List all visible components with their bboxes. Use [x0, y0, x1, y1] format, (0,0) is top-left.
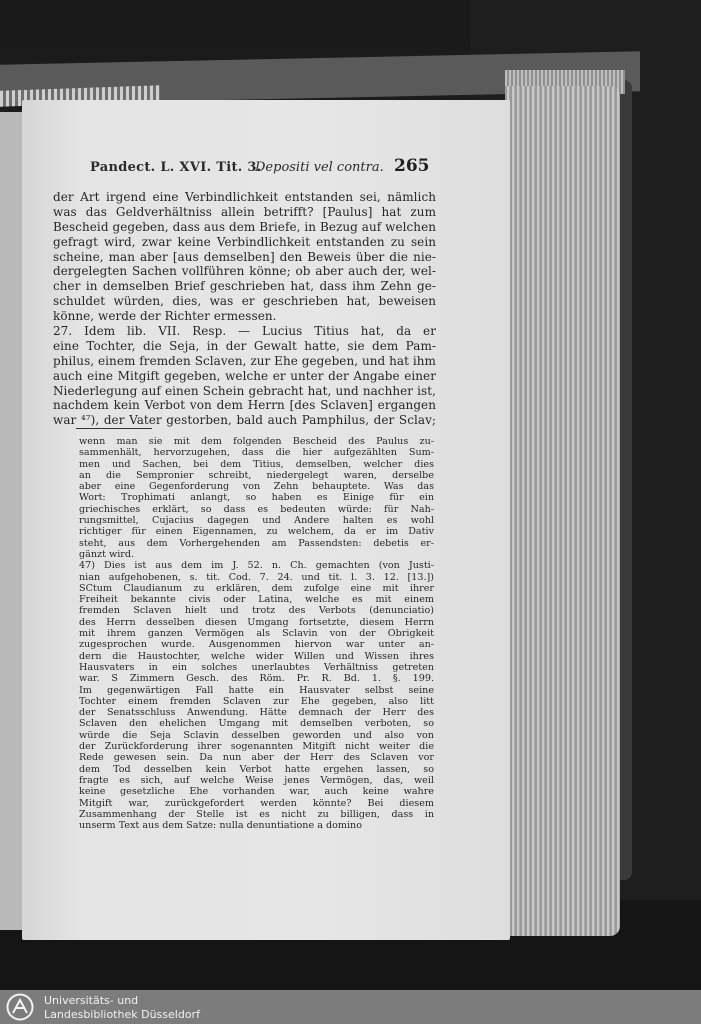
footnote-line: der Zurückforderung ihrer sogenannten Mitgift nicht weiter die — [79, 741, 434, 753]
footnote-line: Tochter einem fremden Sclaven zur Ehe gegeben, also litt — [79, 695, 434, 707]
footnote-line: der Senatsschluss Anwendung. Hätte demnach der Herr des — [79, 707, 434, 719]
library-footer-bar — [0, 990, 701, 1024]
footnote-line: des Herrn desselben diesen Umgang fortsetzte, diesem Herrn — [79, 616, 434, 628]
page-stack-edge — [505, 86, 620, 936]
footnote-line: Mitgift war, zurückgefordert werden könnte? Bei diesem — [79, 797, 434, 809]
footnote-line: Freiheit bekannte civis oder Latina, welche es mit einem — [79, 594, 434, 606]
text-line: eine Tochter, die Seja, in der Gewalt hatte, sie dem Pam- — [53, 338, 436, 353]
footnote-rule — [76, 428, 152, 429]
footnote-line: Hausvaters in ein solches unerlaubtes Verhältniss getreten — [79, 661, 434, 673]
footnote-line: men und Sachen, bei dem Titius, demselben, welcher dies — [79, 458, 434, 470]
text-line: Bescheid gegeben, dass aus dem Briefe, in Bezug auf welchen — [53, 219, 436, 234]
text-line: auch eine Mitgift gegeben, welche er unter der Angabe einer — [53, 368, 436, 383]
header-book-reference: Pandect. L. XVI. Tit. 3. — [90, 160, 262, 175]
footnote-line: sammenhält, hervorzugehen, dass die hier aufgezählten Sum- — [79, 447, 434, 459]
footnote-line: Sclaven den ehelichen Umgang mit demselben verboten, so — [79, 718, 434, 730]
text-line: Niederlegung auf einen Schein gebracht hat, und nachher ist, — [53, 383, 436, 398]
page-number: 265 — [394, 156, 430, 176]
running-header — [90, 160, 430, 178]
ulb-logo-icon — [6, 993, 34, 1021]
footnote-line: dern die Haustochter, welche wider Willen und Wissen ihres — [79, 650, 434, 662]
footnote-line: zugesprochen wurde. Ausgenommen hiervon war unter an- — [79, 639, 434, 651]
footnote-line: rungsmittel, Cujacius dagegen und Andere halten es wohl — [79, 515, 434, 527]
library-name-line2: Landesbibliothek Düsseldorf — [44, 1008, 200, 1021]
text-line: was das Geldverhältniss allein betrifft? [Paulus] hat zum — [53, 204, 436, 219]
text-line: scheine, man aber [aus demselben] den Beweis über die nie- — [53, 249, 436, 264]
footnote-line: richtiger für einen Eigennamen, zu welchem, da er im Dativ — [79, 526, 434, 538]
header-title: Depositi vel contra. — [255, 160, 384, 175]
footnote-line: fragte es sich, auf welche Weise jenes Vermögen, das, weil — [79, 774, 434, 786]
footnote-line: wenn man sie mit dem folgenden Bescheid des Paulus zu- — [79, 436, 434, 447]
footnote-line: dem Tod desselben kein Verbot hatte ergehen lassen, so — [79, 763, 434, 775]
footnote-line: SCtum Claudianum zu erklären, dem zufolge eine mit ihrer — [79, 582, 434, 594]
footnote-line: aber eine Gegenforderung von Zehn behauptete. Was das — [79, 481, 434, 493]
footnote-line: würde die Seja Sclavin desselben geworden und also von — [79, 729, 434, 741]
library-name-line1: Universitäts- und — [44, 994, 139, 1007]
footnote-line: Im gegenwärtigen Fall hatte ein Hausvater selbst seine — [79, 684, 434, 696]
footnote-line: mit ihrem ganzen Vermögen als Sclavin von der Obrigkeit — [79, 628, 434, 640]
footnote-line: fremden Sclaven hielt und trotz des Verbots (denunciatio) — [79, 605, 434, 617]
footnote-line: nian aufgehobenen, s. tit. Cod. 7. 24. und tit. l. 3. 12. [13.]) — [79, 571, 434, 583]
text-line: der Art irgend eine Verbindlichkeit entstanden sei, nämlich — [53, 190, 436, 204]
footnotes — [79, 436, 434, 831]
footnote-line: Rede gewesen sein. Da nun aber der Herr des Sclaven vor — [79, 752, 434, 764]
footnote-line: keine gesetzliche Ehe vorhanden war, auch keine wahre — [79, 786, 434, 798]
footnote-line: gänzt wird. — [79, 548, 135, 560]
footnote-line: steht, aus dem Vorhergehenden am Passendsten: debetis er- — [79, 537, 434, 549]
text-line: gefragt wird, zwar keine Verbindlichkeit entstanden zu sein — [53, 234, 436, 249]
footnote-line: unserm Text aus dem Satze: nulla denuntiatione a domino — [79, 820, 363, 832]
footnote-line: 47) Dies ist aus dem im J. 52. n. Ch. gemachten (von Justi- — [79, 560, 434, 572]
text-line: nachdem kein Verbot von dem Herrn [des Sclaven] ergangen — [53, 398, 436, 413]
text-line: könne, werde der Richter ermessen. — [53, 309, 277, 324]
text-line: philus, einem fremden Sclaven, zur Ehe gegeben, und hat ihm — [53, 353, 436, 368]
text-line: war ⁴⁷), der Vater gestorben, bald auch Pamphilus, der Sclav; — [53, 413, 436, 428]
text-line: schuldet würden, dies, was er geschrieben hat, beweisen — [53, 294, 436, 309]
footnote-line: Zusammenhang der Stelle ist es nicht zu billigen, dass in — [79, 808, 434, 820]
text-line: cher in demselben Brief geschrieben hat, dass ihm Zehn ge- — [53, 279, 436, 294]
footnote-line: an die Sempronier schreibt, niedergelegt waren, derselbe — [79, 469, 434, 481]
footnote-line: Wort: Trophimati anlangt, so haben es Einige für ein — [79, 492, 434, 504]
text-line: dergelegten Sachen vollführen könne; ob aber auch der, wel- — [53, 264, 436, 279]
main-text — [53, 190, 436, 428]
footnote-line: griechisches erklärt, so dass es bedeuten würde: für Nah- — [79, 503, 434, 515]
text-line: 27. Idem lib. VII. Resp. — Lucius Titius hat, da er — [53, 324, 436, 339]
footnote-line: war. S Zimmern Gesch. des Röm. Pr. R. Bd. 1. §. 199. — [79, 673, 434, 685]
